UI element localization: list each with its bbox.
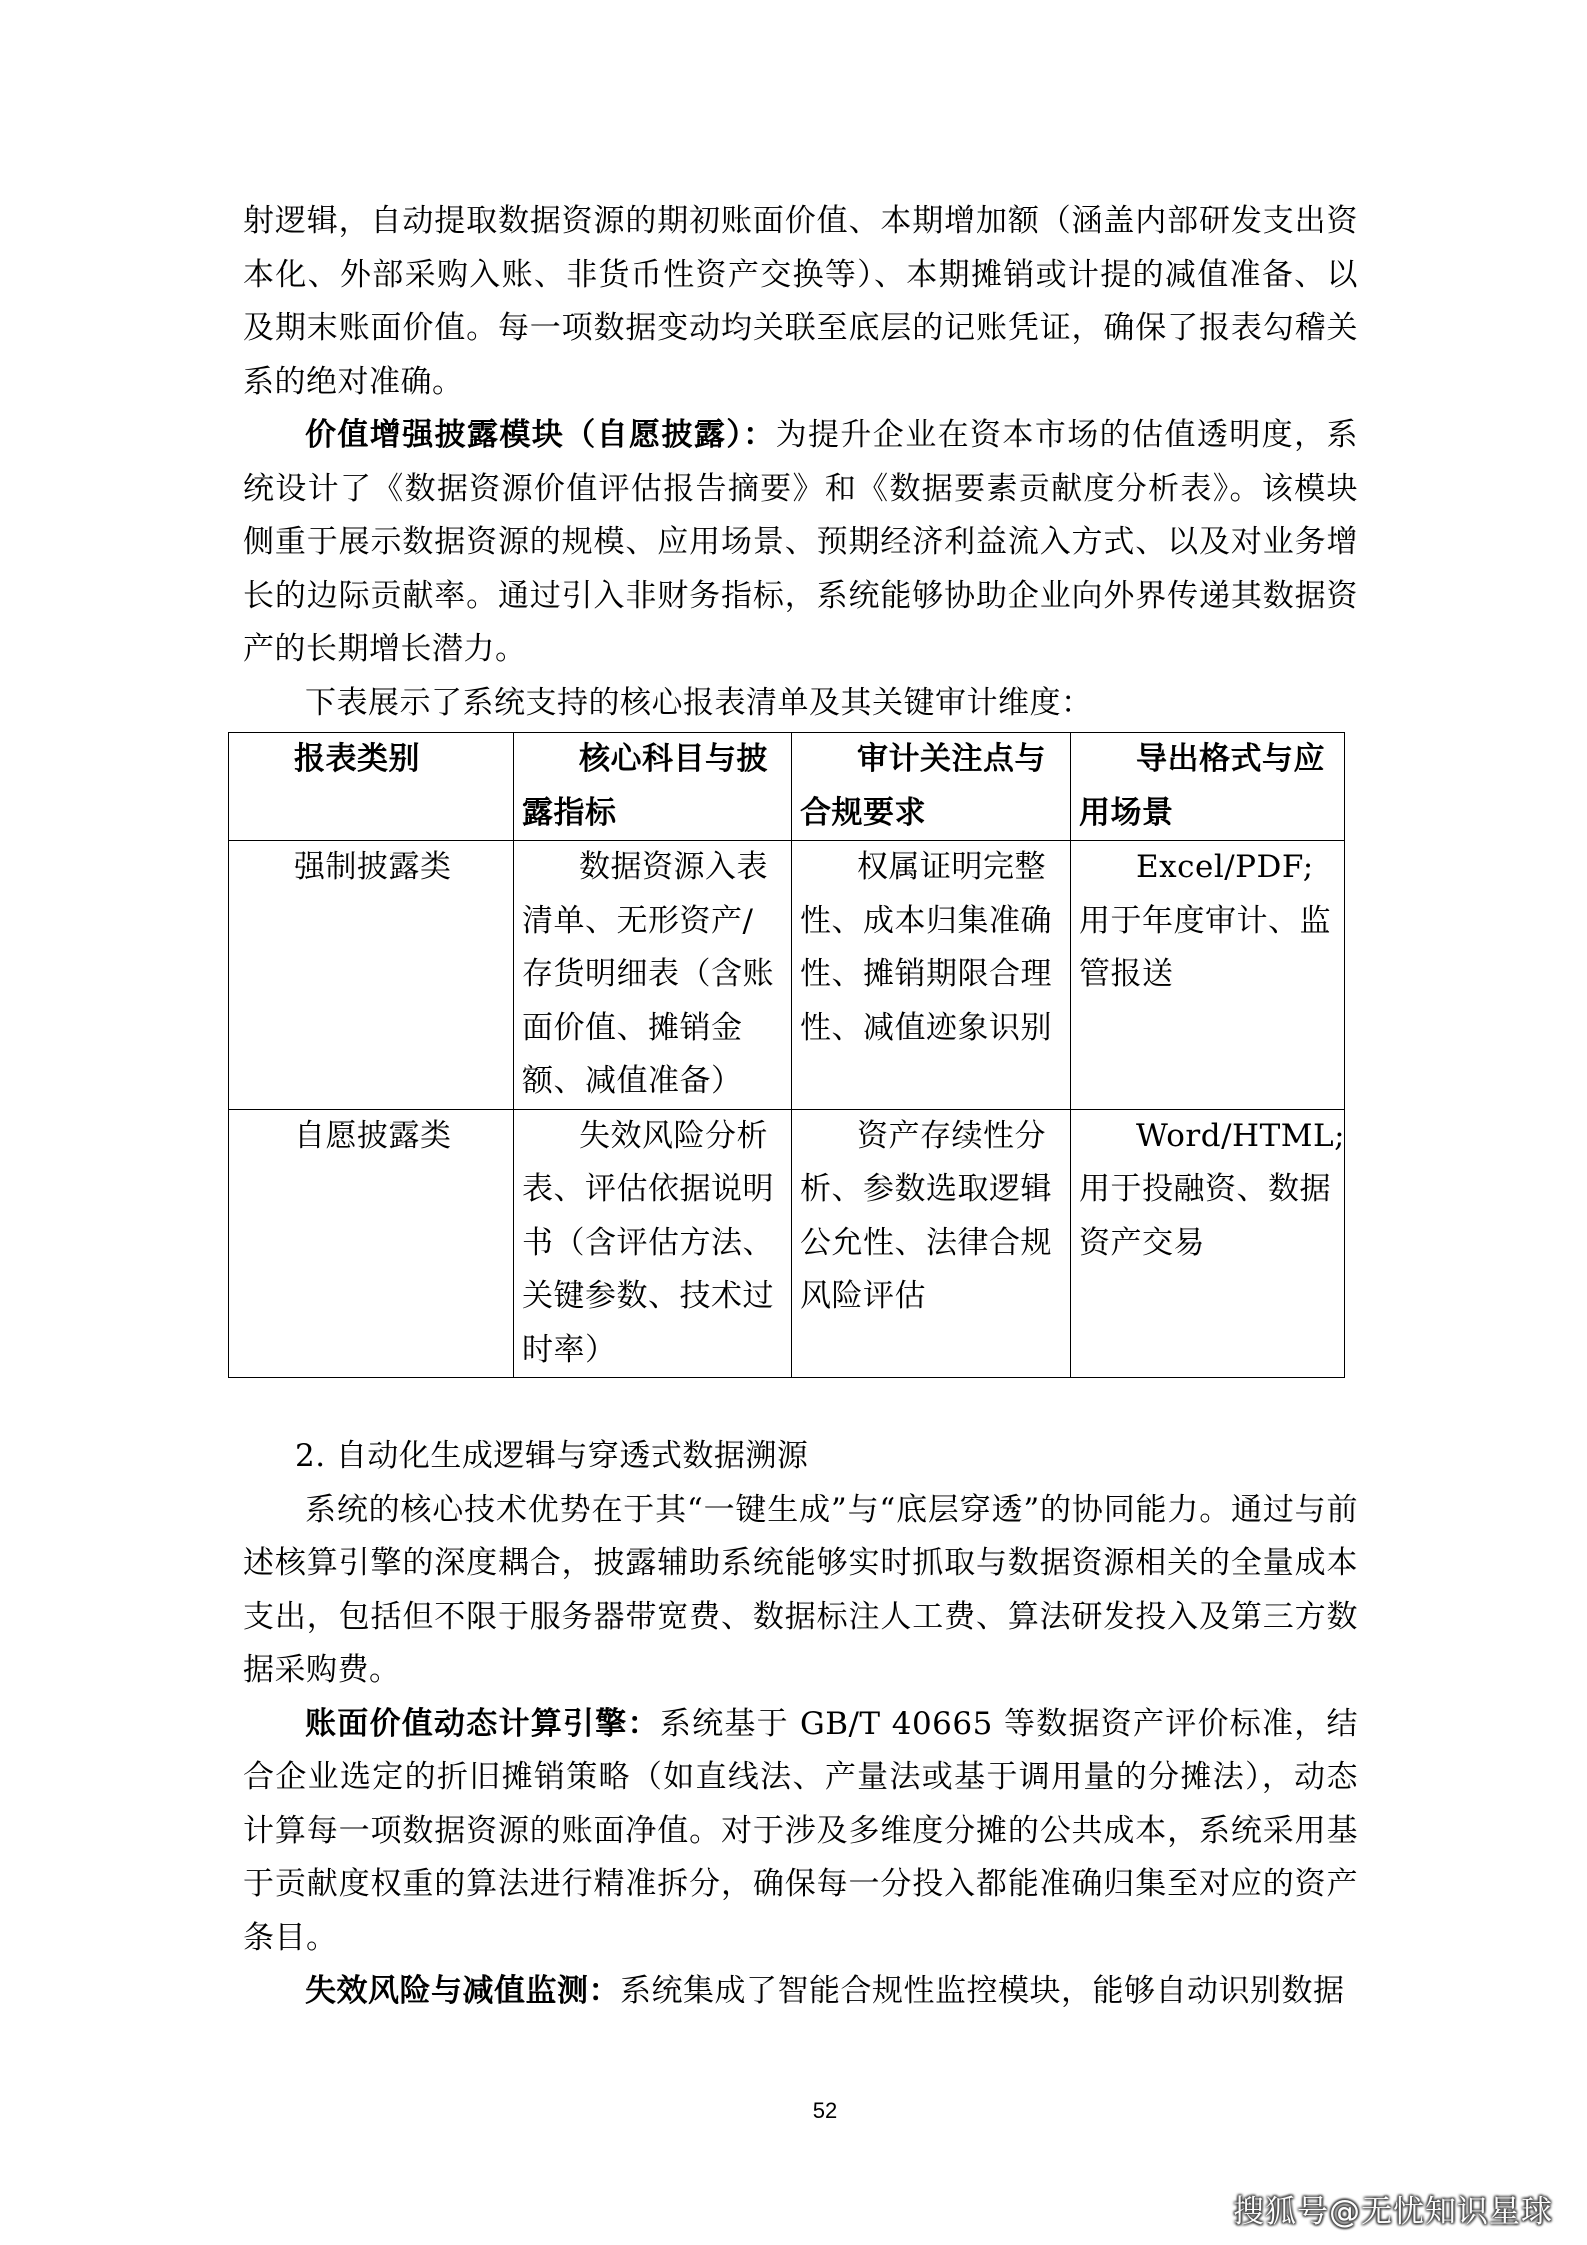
paragraph-2-text: 为提升企业在资本市场的估值透明度，系统设计了《数据资源价值评估报告摘要》和《数据要素贡献度分析表》。该模块侧重于展示数据资源的规模、应用场景、预期经济利益流入方式、以及对业务增长的边际贡献率。通过引入非财务指标，系统能够协助企业向外界传递其数据资产的长期增长潜力。 (243, 417, 1358, 667)
page-body (243, 195, 1358, 2019)
row-2-audit-focus: 资产存续性分析、参数选取逻辑公允性、法律合规风险评估 (792, 1109, 1071, 1378)
paragraph-5-text: 系统基于 GB/T 40665 等数据资产评价标准，结合企业选定的折旧摊销策略（如直线法、产量法或基于调用量的分摊法），动态计算每一项数据资源的账面净值。对于涉及多维度分摊的公共成本，系统采用基于贡献度权重的算法进行精准拆分，确保每一分投入都能准确归集至对应的资产条目。 (243, 1705, 1358, 1956)
section-2-heading: 2. 自动化生成逻辑与穿透式数据溯源 (295, 1438, 809, 1474)
paragraph-6-text: 系统集成了智能合规性监控模块，能够自动识别数据 (620, 1973, 1345, 2009)
paragraph-4: 系统的核心技术优势在于其“一键生成”与“底层穿透”的协同能力。通过与前述核算引擎的深度耦合，披露辅助系统能够实时抓取与数据资源相关的全量成本支出，包括但不限于服务器带宽费、数据标注人工费、算法研发投入及第三方数据采购费。 (243, 1491, 1358, 1688)
row-2-category: 自愿披露类 (229, 1109, 514, 1378)
header-export-format: 导出格式与应用场景 (1071, 733, 1345, 841)
header-core-items: 核心科目与披露指标 (514, 733, 792, 841)
paragraph-2-heading: 价值增强披露模块（自愿披露）： (305, 417, 776, 453)
paragraph-1: 射逻辑，自动提取数据资源的期初账面价值、本期增加额（涵盖内部研发支出资本化、外部采购入账、非货币性资产交换等）、本期摊销或计提的减值准备、以及期末账面价值。每一项数据变动均关联至底层的记账凭证，确保了报表勾稽关系的绝对准确。 (243, 203, 1358, 400)
row-1-export-format: Excel/PDF;用于年度审计、监管报送 (1071, 841, 1345, 1110)
paragraph-6-heading: 失效风险与减值监测： (305, 1973, 620, 2009)
row-1-category: 强制披露类 (229, 841, 514, 1110)
table-intro: 下表展示了系统支持的核心报表清单及其关键审计维度： (305, 684, 1093, 721)
paragraph-5-heading: 账面价值动态计算引擎： (305, 1705, 660, 1742)
table-header-row (229, 733, 1345, 841)
report-table (228, 732, 1345, 1378)
row-1-audit-focus: 权属证明完整性、成本归集准确性、摊销期限合理性、减值迹象识别 (792, 841, 1071, 1110)
paragraph-5 (243, 1698, 1358, 1966)
page-number: 52 (812, 2098, 838, 2123)
watermark: 搜狐号@无忧知识星球 (1233, 2194, 1553, 2230)
paragraph-6 (243, 1965, 1358, 2019)
paragraph-2 (243, 409, 1358, 677)
row-2-export-format: Word/HTML;用于投融资、数据资产交易 (1071, 1109, 1345, 1378)
header-audit-focus: 审计关注点与合规要求 (792, 733, 1071, 841)
table-row (229, 841, 1345, 1110)
header-category: 报表类别 (229, 733, 514, 841)
row-2-core-items: 失效风险分析表、评估依据说明书（含评估方法、关键参数、技术过时率） (514, 1109, 792, 1378)
table-row (229, 1109, 1345, 1378)
row-1-core-items: 数据资源入表清单、无形资产/存货明细表（含账面价值、摊销金额、减值准备） (514, 841, 792, 1110)
